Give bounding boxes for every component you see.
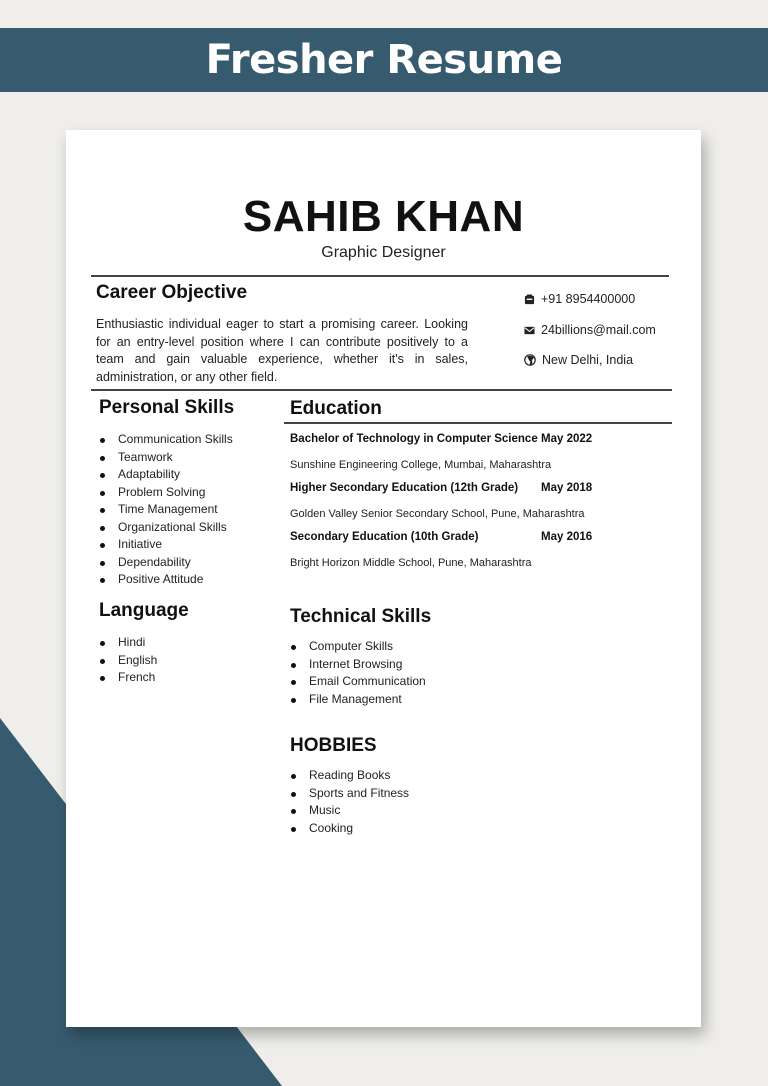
hobbies-list bbox=[287, 767, 409, 837]
list-item: Dependability bbox=[96, 554, 233, 572]
list-item: Positive Attitude bbox=[96, 571, 233, 589]
divider bbox=[284, 422, 672, 424]
career-objective-text: Enthusiastic individual eager to start a promising career. Looking for an entry-level position where I can contribute positively to a team and gain valuable experience, whether it's in sales, administration, or any other field. bbox=[96, 317, 468, 384]
candidate-role: Graphic Designer bbox=[321, 244, 446, 261]
language-list bbox=[96, 634, 157, 687]
personal-skills-list bbox=[96, 431, 233, 589]
list-item: Email Communication bbox=[287, 673, 426, 691]
list-item: Computer Skills bbox=[287, 638, 426, 656]
language-heading: Language bbox=[99, 600, 189, 621]
divider bbox=[91, 389, 672, 391]
location: New Delhi, India bbox=[542, 353, 634, 367]
resume-page bbox=[66, 130, 701, 1027]
list-item: Time Management bbox=[96, 501, 233, 519]
technical-skills-list bbox=[287, 638, 426, 708]
personal-skills-heading: Personal Skills bbox=[99, 397, 235, 418]
education-degree: Secondary Education (10th Grade) bbox=[290, 531, 479, 543]
list-item: File Management bbox=[287, 691, 426, 709]
list-item: Reading Books bbox=[287, 767, 409, 785]
technical-skills-heading: Technical Skills bbox=[290, 606, 432, 627]
list-item: Organizational Skills bbox=[96, 519, 233, 537]
header-banner bbox=[0, 28, 768, 92]
education-school: Golden Valley Senior Secondary School, Pune, Maharashtra bbox=[290, 508, 585, 520]
list-item: Communication Skills bbox=[96, 431, 233, 449]
education-degree: Higher Secondary Education (12th Grade) bbox=[290, 482, 519, 494]
list-item: Adaptability bbox=[96, 466, 233, 484]
list-item: French bbox=[96, 669, 157, 687]
candidate-name: SAHIB KHAN bbox=[242, 192, 525, 241]
phone-number: +91 8954400000 bbox=[541, 292, 636, 306]
banner-title: Fresher Resume bbox=[205, 37, 563, 83]
divider bbox=[91, 275, 669, 277]
education-heading: Education bbox=[290, 398, 382, 419]
hobbies-heading: HOBBIES bbox=[290, 735, 377, 756]
education-degree: Bachelor of Technology in Computer Science bbox=[290, 433, 538, 445]
mail-icon bbox=[524, 325, 535, 336]
list-item: Cooking bbox=[287, 820, 409, 838]
education-date: May 2018 bbox=[541, 482, 593, 494]
contact-location bbox=[524, 353, 633, 367]
list-item: Internet Browsing bbox=[287, 656, 426, 674]
phone-icon bbox=[524, 294, 535, 305]
contact-email bbox=[524, 323, 656, 337]
globe-icon bbox=[524, 354, 536, 366]
email-address: 24billions@mail.com bbox=[541, 323, 656, 337]
career-objective-heading: Career Objective bbox=[96, 282, 248, 303]
list-item: Teamwork bbox=[96, 449, 233, 467]
list-item: Sports and Fitness bbox=[287, 785, 409, 803]
list-item: English bbox=[96, 652, 157, 670]
list-item: Initiative bbox=[96, 536, 233, 554]
education-school: Sunshine Engineering College, Mumbai, Maharashtra bbox=[290, 459, 552, 471]
education-date: May 2016 bbox=[541, 531, 593, 543]
list-item: Music bbox=[287, 802, 409, 820]
contact-phone bbox=[524, 292, 635, 306]
education-school: Bright Horizon Middle School, Pune, Maharashtra bbox=[290, 557, 532, 569]
education-date: May 2022 bbox=[541, 433, 593, 445]
list-item: Problem Solving bbox=[96, 484, 233, 502]
list-item: Hindi bbox=[96, 634, 157, 652]
